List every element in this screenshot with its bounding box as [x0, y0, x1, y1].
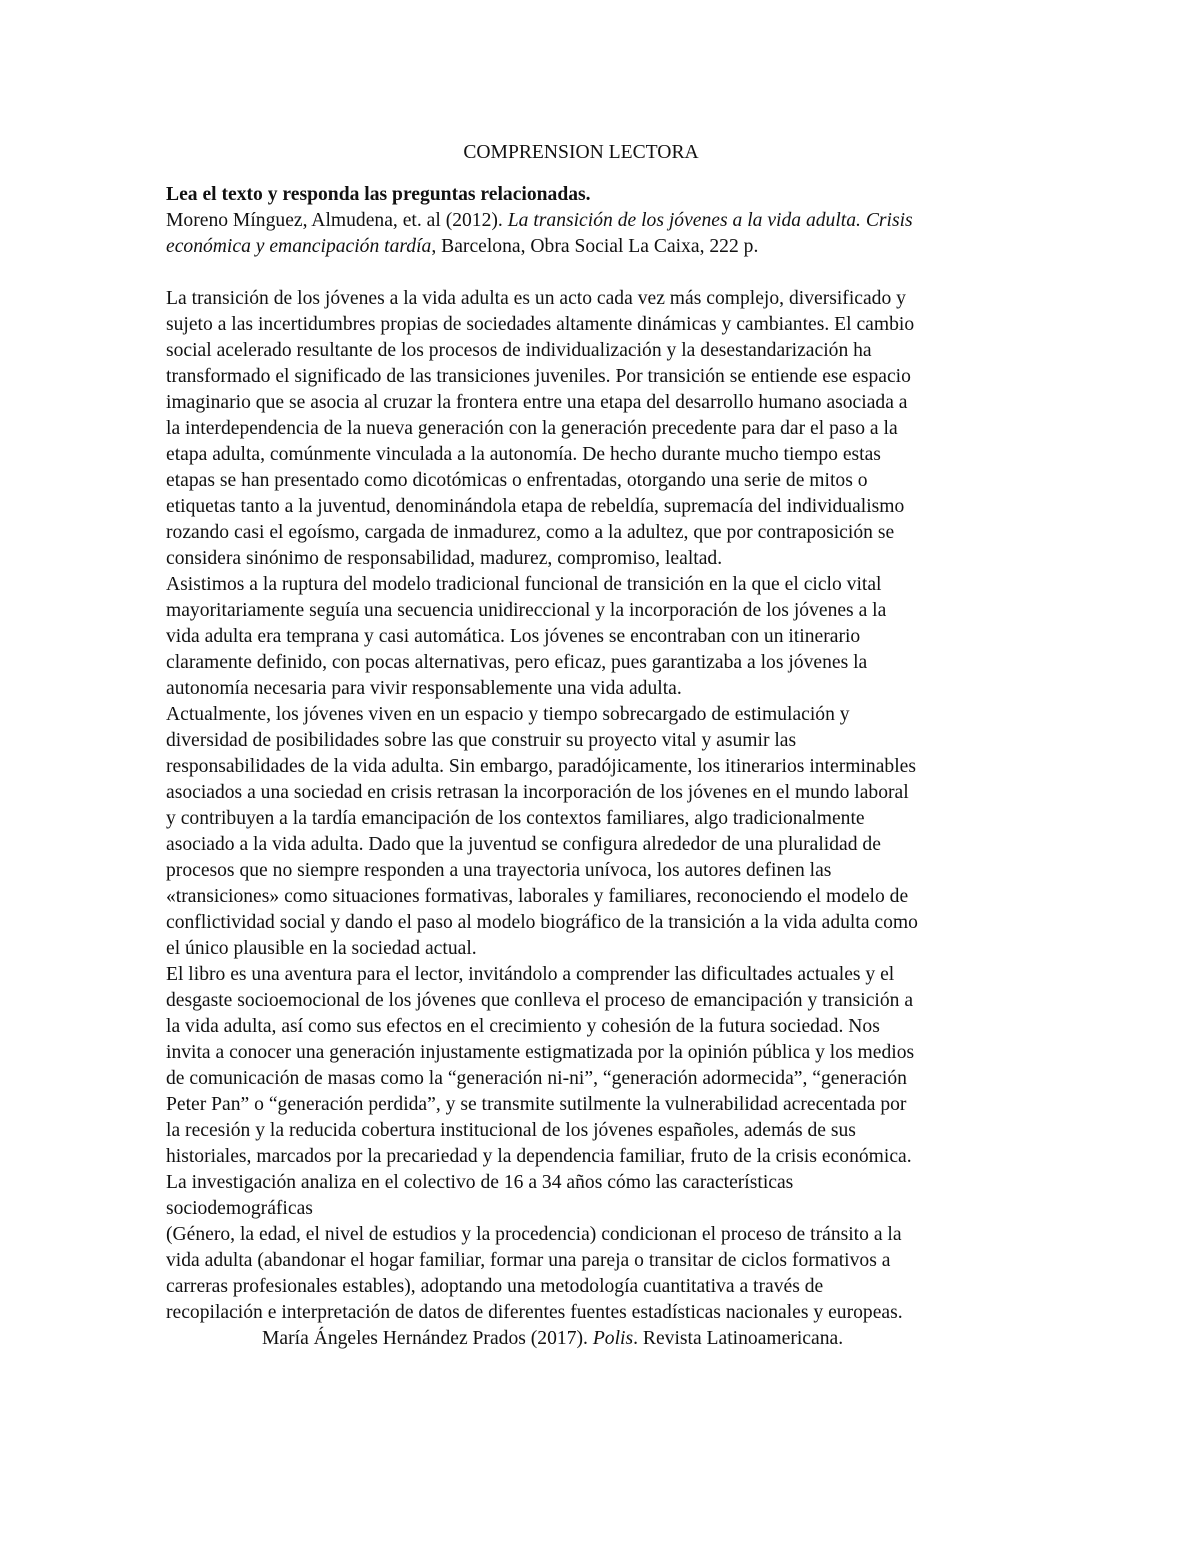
paragraph-line: y contribuyen a la tardía emancipación de los contextos familiares, algo tradicionalmente — [166, 808, 865, 829]
paragraph-line: La investigación analiza en el colectivo de 16 a 34 años cómo las características — [166, 1172, 794, 1193]
paragraph — [166, 572, 1036, 702]
reference-authors: Moreno Mínguez, Almudena, et. al (2012). — [166, 210, 508, 231]
paragraph-line: carreras profesionales estables), adoptando una metodología cuantitativa a través de — [166, 1276, 824, 1297]
reference-publisher: , Barcelona, Obra Social La Caixa, 222 p. — [431, 236, 759, 257]
body-text — [166, 286, 1036, 1326]
paragraph-line: la recesión y la reducida cobertura institucional de los jóvenes españoles, además de sus — [166, 1120, 856, 1141]
paragraph-line: sociodemográficas — [166, 1198, 313, 1219]
paragraph-line: vida adulta (abandonar el hogar familiar, formar una pareja o transitar de ciclos formativos a — [166, 1250, 891, 1271]
paragraph-line: de comunicación de masas como la “generación ni-ni”, “generación adormecida”, “generación — [166, 1068, 907, 1089]
reference-book-title-part-2: económica y emancipación tardía — [166, 236, 432, 257]
paragraph-line: etapas se han presentado como dicotómicas o enfrentadas, otorgando una serie de mitos o — [166, 470, 868, 491]
paragraph-line: autonomía necesaria para vivir responsablemente una vida adulta. — [166, 678, 682, 699]
paragraph-line: sujeto a las incertidumbres propias de sociedades altamente dinámicas y cambiantes. El cambio — [166, 314, 915, 335]
source-citation — [166, 1326, 1036, 1352]
paragraph-line: social acelerado resultante de los procesos de individualización y la desestandarización ha — [166, 340, 872, 361]
paragraph-line: Peter Pan” o “generación perdida”, y se transmite sutilmente la vulnerabilidad acrecentada por — [166, 1094, 907, 1115]
paragraph-line: asociado a la vida adulta. Dado que la juventud se configura alrededor de una pluralidad de — [166, 834, 881, 855]
paragraph-line: vida adulta era temprana y casi automática. Los jóvenes se encontraban con un itinerario — [166, 626, 861, 647]
paragraph-line: recopilación e interpretación de datos de diferentes fuentes estadísticas nacionales y europeas. — [166, 1302, 903, 1323]
paragraph-line: La transición de los jóvenes a la vida adulta es un acto cada vez más complejo, diversificado y — [166, 288, 906, 309]
paragraph — [166, 962, 1036, 1170]
paragraph-line: historiales, marcados por la precariedad y la dependencia familiar, fruto de la crisis económica. — [166, 1146, 912, 1167]
paragraph — [166, 286, 1036, 572]
source-journal: Polis — [592, 1328, 634, 1349]
paragraph-line: el único plausible en la sociedad actual. — [166, 938, 477, 959]
paragraph-line: asociados a una sociedad en crisis retrasan la incorporación de los jóvenes en el mundo laboral — [166, 782, 909, 803]
paragraph-line: la vida adulta, así como sus efectos en el crecimiento y cohesión de la futura sociedad. Nos — [166, 1016, 880, 1037]
paragraph-line: imaginario que se asocia al cruzar la frontera entre una etapa del desarrollo humano asociada a — [166, 392, 908, 413]
paragraph-line: Actualmente, los jóvenes viven en un espacio y tiempo sobrecargado de estimulación y — [166, 704, 850, 725]
paragraph-line: conflictividad social y dando el paso al modelo biográfico de la transición a la vida adulta como — [166, 912, 918, 933]
blank-line — [166, 260, 1036, 286]
document-title: COMPRENSION LECTORA — [463, 142, 699, 163]
paragraph-line: El libro es una aventura para el lector, invitándolo a comprender las dificultades actuales y el — [166, 964, 895, 985]
paragraph-line: invita a conocer una generación injustamente estigmatizada por la opinión pública y los medios — [166, 1042, 915, 1063]
reference-line-2 — [166, 234, 1036, 260]
reference-book-title-part-1: La transición de los jóvenes a la vida adulta. Crisis — [507, 210, 913, 231]
source-rest: . Revista Latinoamericana. — [633, 1328, 844, 1349]
paragraph-line: la interdependencia de la nueva generación con la generación precedente para dar el paso a la — [166, 418, 898, 439]
paragraph-line: transformado el significado de las transiciones juveniles. Por transición se entiende ese espacio — [166, 366, 911, 387]
paragraph — [166, 702, 1036, 962]
paragraph-line: procesos que no siempre responden a una trayectoria unívoca, los autores definen las — [166, 860, 832, 881]
paragraph-line: mayoritariamente seguía una secuencia unidireccional y la incorporación de los jóvenes a la — [166, 600, 887, 621]
bibliographic-reference — [166, 208, 1036, 260]
document-page — [166, 140, 1036, 1352]
paragraph-line: responsabilidades de la vida adulta. Sin embargo, paradójicamente, los itinerarios interminables — [166, 756, 916, 777]
paragraph-line: «transiciones» como situaciones formativas, laborales y familiares, reconociendo el modelo de — [166, 886, 909, 907]
paragraph-line: etiquetas tanto a la juventud, denominándola etapa de rebeldía, supremacía del individualismo — [166, 496, 905, 517]
paragraph-line: considera sinónimo de responsabilidad, madurez, compromiso, lealtad. — [166, 548, 723, 569]
paragraph — [166, 1170, 1036, 1326]
paragraph-line: (Género, la edad, el nivel de estudios y la procedencia) condicionan el proceso de tránsito a la — [166, 1224, 902, 1245]
paragraph-line: Asistimos a la ruptura del modelo tradicional funcional de transición en la que el ciclo vital — [166, 574, 882, 595]
instruction-text: Lea el texto y responda las preguntas relacionadas. — [166, 184, 591, 205]
paragraph-line: diversidad de posibilidades sobre las que construir su proyecto vital y asumir las — [166, 730, 797, 751]
source-author: María Ángeles Hernández Prados (2017). — [262, 1328, 593, 1349]
paragraph-line: etapa adulta, comúnmente vinculada a la autonomía. De hecho durante mucho tiempo estas — [166, 444, 881, 465]
paragraph-line: desgaste socioemocional de los jóvenes que conlleva el proceso de emancipación y transición a — [166, 990, 914, 1011]
paragraph-line: claramente definido, con pocas alternativas, pero eficaz, pues garantizaba a los jóvenes la — [166, 652, 868, 673]
paragraph-line: rozando casi el egoísmo, cargada de inmadurez, como a la adultez, que por contraposición se — [166, 522, 895, 543]
reference-line-1 — [166, 208, 1036, 234]
